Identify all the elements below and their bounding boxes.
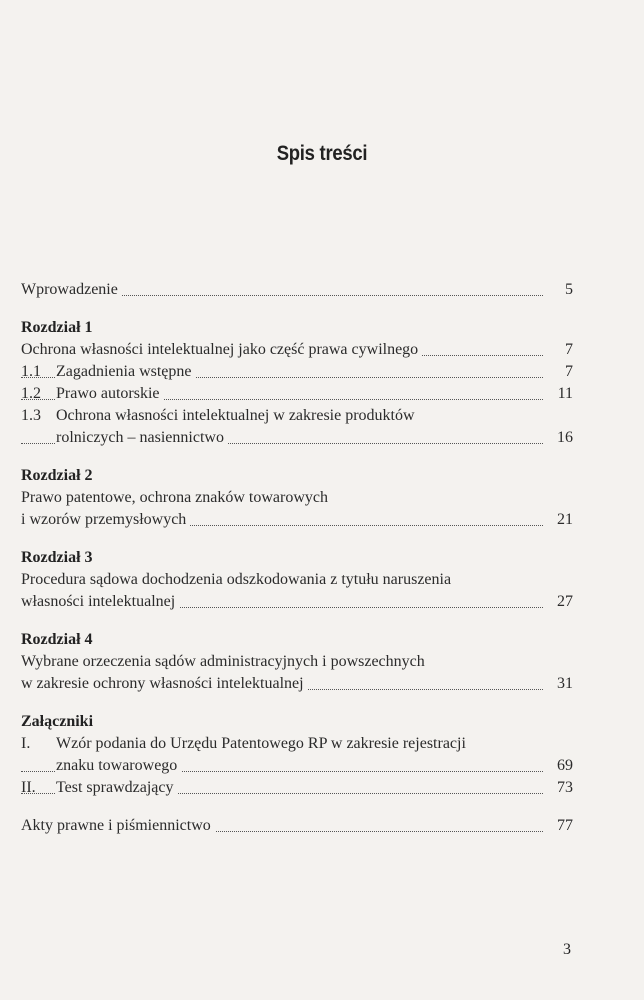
section-number: 1.2: [21, 385, 41, 402]
toc-entry: Procedura sądowa dochodzenia odszkodowania z tytułu naruszenia: [21, 569, 573, 591]
toc-page-number: 21: [543, 509, 573, 531]
section-number: 1.3: [21, 407, 41, 424]
chapter-3-heading: Rozdział 3: [21, 549, 93, 566]
toc-page-number: 73: [543, 777, 573, 799]
toc-page-number: 7: [543, 361, 573, 383]
toc-page-number: 69: [543, 755, 573, 777]
annexes-heading: Załączniki: [21, 713, 94, 730]
toc-entry: 1.1 Zagadnienia wstępne 7: [21, 361, 573, 383]
section-number: II.: [21, 779, 36, 796]
chapter-1-heading: Rozdział 1: [21, 319, 93, 336]
toc-title: Spis treści: [276, 142, 368, 165]
toc-entry-references: Akty prawne i piśmiennictwo 77: [21, 815, 573, 837]
table-of-contents: [21, 279, 573, 837]
toc-entry: Prawo patentowe, ochrona znaków towarowych: [21, 487, 573, 509]
toc-entry-continuation: własności intelektualnej 27: [21, 591, 573, 613]
toc-entry-continuation: i wzorów przemysłowych 21: [21, 509, 573, 531]
toc-entry: II. Test sprawdzający 73: [21, 777, 573, 799]
toc-page-number: 16: [543, 427, 573, 449]
toc-entry-continuation: w zakresie ochrony własności intelektualnej 31: [21, 673, 573, 695]
toc-page-number: 5: [543, 279, 573, 301]
toc-entry: 1.3 Ochrona własności intelektualnej w zakresie produktów: [21, 405, 573, 427]
page-number: 3: [563, 941, 571, 958]
chapter-4-heading: Rozdział 4: [21, 631, 93, 648]
section-number: 1.1: [21, 363, 41, 380]
section-number: I.: [21, 735, 31, 752]
toc-page-number: 11: [543, 383, 573, 405]
chapter-2-heading: Rozdział 2: [21, 467, 93, 484]
toc-entry: 1.2 Prawo autorskie 11: [21, 383, 573, 405]
toc-page-number: 27: [543, 591, 573, 613]
toc-entry: Wybrane orzeczenia sądów administracyjnych i powszechnych: [21, 651, 573, 673]
toc-page-number: 7: [543, 339, 573, 361]
toc-entry: I. Wzór podania do Urzędu Patentowego RP w zakresie rejestracji: [21, 733, 573, 755]
toc-page-number: 77: [543, 815, 573, 837]
toc-entry-introduction: Wprowadzenie 5: [21, 279, 573, 301]
toc-entry-continuation: znaku towarowego 69: [21, 755, 573, 777]
toc-entry: Ochrona własności intelektualnej jako część prawa cywilnego 7: [21, 339, 573, 361]
toc-page-number: 31: [543, 673, 573, 695]
toc-entry-continuation: rolniczych – nasiennictwo 16: [21, 427, 573, 449]
